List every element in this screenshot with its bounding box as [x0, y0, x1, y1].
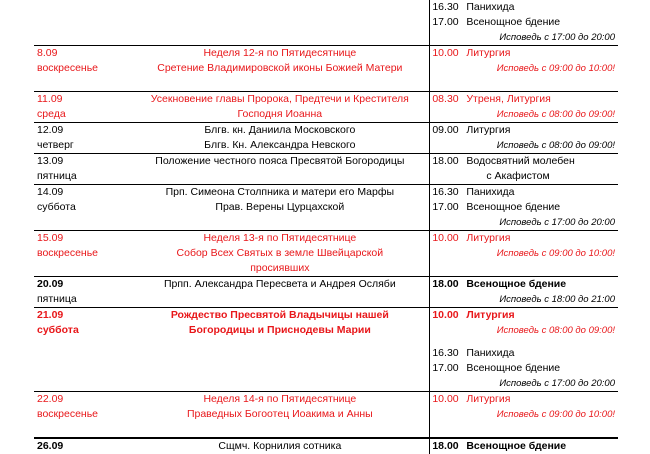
confession-note: Исповедь с 09:00 до 10:00!	[496, 63, 615, 74]
event-cell: Неделя 14-я по Пятидесятнице Праведных Богоотец Иоакима и Анны	[130, 392, 430, 439]
services-cell	[430, 392, 618, 439]
services-cell	[430, 0, 618, 46]
service-line: 18.00 Всенощное бдение	[432, 440, 567, 452]
service-line: 16.30 Панихида	[432, 1, 515, 13]
service-line: 08.30 Утреня, Литургия	[432, 93, 551, 105]
date-cell	[34, 0, 130, 46]
services-cell	[430, 123, 618, 154]
service-line: 17.00 Всенощное бдение	[432, 16, 561, 28]
services-cell	[430, 46, 618, 92]
date-cell	[34, 392, 130, 439]
confession-note: Исповедь с 09:00 до 10:00!	[496, 248, 615, 259]
date-cell	[34, 92, 130, 123]
date: 21.09	[37, 309, 64, 321]
schedule-sheet	[34, 0, 618, 454]
weekday: суббота	[37, 324, 79, 336]
event-cell	[130, 0, 430, 46]
date: 26.09	[37, 440, 64, 452]
event-cell: Сщмч. Корнилия сотника	[130, 438, 430, 454]
date: 11.09	[37, 93, 63, 105]
service-line: 18.00 Водосвятний молебен	[432, 155, 575, 167]
weekday: среда	[37, 108, 66, 120]
schedule-row	[34, 231, 618, 277]
services-cell	[430, 185, 618, 231]
service-line: 17.00 Всенощное бдение	[432, 201, 561, 213]
date: 20.09	[37, 278, 64, 290]
date-cell	[34, 154, 130, 185]
weekday: пятница	[37, 293, 77, 305]
date: 15.09	[37, 232, 64, 244]
service-line: 09.00 Литургия	[432, 124, 511, 136]
schedule-row	[34, 0, 618, 46]
event-cell: Неделя 13-я по Пятидесятнице Собор Всех Святых в земле Швейцарской просиявших	[130, 231, 430, 277]
event-cell: Неделя 12-я по Пятидесятнице Сретение Владимировской иконы Божией Матери	[130, 46, 430, 92]
schedule-row	[34, 308, 618, 392]
event-cell: Усекновение главы Пророка, Предтечи и Крестителя Господня Иоанна	[130, 92, 430, 123]
confession-note: Исповедь с 09:00 до 10:00!	[496, 409, 615, 420]
schedule-row	[34, 438, 618, 454]
confession-note: Исповедь с 18:00 до 21:00	[499, 294, 615, 305]
date: 22.09	[37, 393, 64, 405]
schedule-row	[34, 92, 618, 123]
service-line: 10.00 Литургия	[432, 309, 515, 321]
services-cell	[430, 231, 618, 277]
confession-note: Исповедь с 17:00 до 20:00	[499, 32, 615, 43]
schedule-table	[34, 0, 618, 454]
date: 14.09	[37, 186, 64, 198]
services-cell	[430, 92, 618, 123]
date-cell	[34, 185, 130, 231]
date: 8.09	[37, 47, 58, 59]
weekday: воскресенье	[37, 62, 99, 74]
date-cell	[34, 46, 130, 92]
schedule-row	[34, 185, 618, 231]
services-cell	[430, 154, 618, 185]
service-line: 18.00 Всенощное бдение	[432, 278, 567, 290]
service-line: 17.00 Всенощное бдение	[432, 362, 561, 374]
service-line: 16.30 Панихида	[432, 347, 515, 359]
confession-note: Исповедь с 17:00 до 20:00	[499, 378, 615, 389]
services-cell	[430, 277, 618, 308]
services-cell	[430, 308, 618, 392]
schedule-row	[34, 123, 618, 154]
event-cell: Рождество Пресвятой Владычицы нашей Богородицы и Приснодевы Марии	[130, 308, 430, 392]
event-cell: Прпп. Александра Пересвета и Андрея Осляби	[130, 277, 430, 308]
event-cell: Положение честного пояса Пресвятой Богородицы	[130, 154, 430, 185]
weekday: воскресенье	[37, 408, 99, 420]
schedule-row	[34, 392, 618, 439]
date-cell	[34, 231, 130, 277]
date-cell	[34, 308, 130, 392]
service-line: 10.00 Литургия	[432, 393, 511, 405]
date-cell	[34, 438, 130, 454]
confession-note: Исповедь с 08:00 до 09:00!	[496, 325, 615, 336]
schedule-row	[34, 277, 618, 308]
schedule-row	[34, 154, 618, 185]
service-line: 16.30 Панихида	[432, 186, 515, 198]
service-extra: с Акафистом	[486, 170, 550, 182]
weekday: четверг	[37, 139, 74, 151]
services-cell	[430, 438, 618, 454]
date: 12.09	[37, 124, 64, 136]
event-cell: Блгв. кн. Даниила Московского Блгв. Кн. Александра Невского	[130, 123, 430, 154]
date: 13.09	[37, 155, 64, 167]
weekday: воскресенье	[37, 247, 99, 259]
confession-note: Исповедь с 08:00 до 09:00!	[496, 109, 615, 120]
weekday: суббота	[37, 201, 76, 213]
service-line: 10.00 Литургия	[432, 47, 511, 59]
service-line: 10.00 Литургия	[432, 232, 511, 244]
confession-note: Исповедь с 08:00 до 09:00!	[496, 140, 615, 151]
weekday: пятница	[37, 170, 77, 182]
date-cell	[34, 277, 130, 308]
event-cell: Прп. Симеона Столпника и матери его Марфы Прав. Верены Цурцахской	[130, 185, 430, 231]
date-cell	[34, 123, 130, 154]
confession-note: Исповедь с 17:00 до 20:00	[499, 217, 615, 228]
schedule-row	[34, 46, 618, 92]
